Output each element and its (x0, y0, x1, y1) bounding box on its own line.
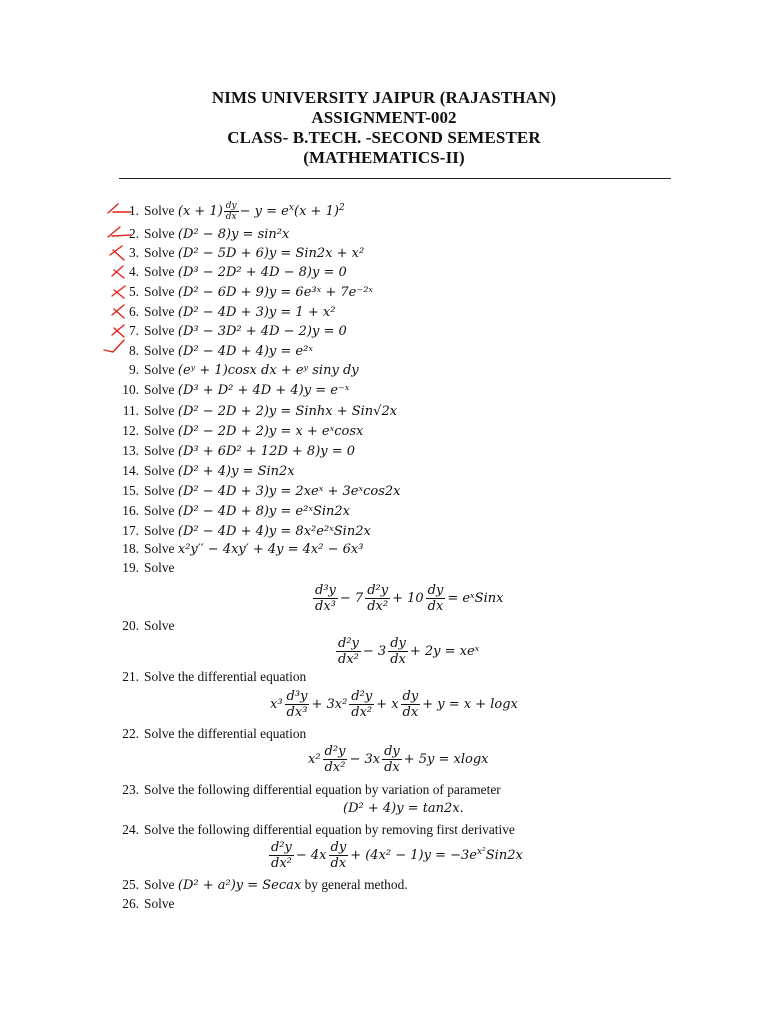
question-number: 23. (122, 782, 139, 797)
question-number: 16. (122, 503, 139, 518)
document-header (0, 88, 768, 168)
equation: (D² − 8)y = sin²x (177, 227, 290, 242)
question-20 (110, 618, 175, 634)
header-divider (119, 178, 671, 179)
question-8 (110, 343, 313, 359)
equation: (D² + a²)y = Secax (177, 878, 302, 893)
question-text: Solve (144, 877, 175, 892)
question-text: Solve (144, 503, 175, 518)
equation: (D² + 4)y = Sin2x (177, 464, 295, 479)
question-number: 9. (128, 362, 139, 377)
question-text: Solve (144, 423, 175, 438)
question-25 (110, 877, 408, 893)
question-19 (110, 560, 175, 576)
equation-24: $\frac{\text{d²y}}{\text{dx²}}$ − 4x $\frac{dy}{dx}$ + $(4x^2 - 1)y = -3e^{x^2}Sin2x$ (271, 840, 523, 871)
question-text: Solve (144, 264, 175, 279)
question-13 (110, 443, 355, 459)
question-number: 14. (122, 463, 139, 478)
fraction: $\frac{dy}{dx}$ (330, 840, 347, 871)
question-17 (110, 523, 371, 539)
question-6 (110, 304, 335, 320)
assignment-title: ASSIGNMENT-002 (311, 108, 457, 127)
fraction: $\frac{\text{d³y}}{\text{dx³}}$ (315, 583, 336, 614)
question-2 (110, 226, 289, 242)
question-suffix: by general method. (304, 877, 408, 892)
question-text: Solve the following differential equation by variation of parameter (144, 782, 501, 797)
question-number: 6. (128, 304, 139, 319)
question-number: 10. (122, 382, 139, 397)
question-text: Solve (144, 284, 175, 299)
fraction: $\frac{\text{d²y}}{\text{dx²}}$ (271, 840, 292, 871)
equation-21: x³ $\frac{\text{d³y}}{\text{dx³}}$ + 3x² $\frac{\text{d²y}}{\text{dx²}}$ + x $\frac{dy}{dx}$ + y = x + logx (270, 689, 518, 720)
equation: (D³ + 6D² + 12D + 8)y = 0 (177, 444, 356, 459)
question-text: Solve (144, 560, 175, 575)
question-18 (110, 541, 363, 557)
fraction: $\frac{dy}{dx}$ (390, 636, 406, 667)
fraction: $\frac{\text{d²y}}{\text{dx²}}$ (324, 744, 346, 775)
fraction: $\frac{\text{d²y}}{\text{dx²}}$ (367, 583, 389, 614)
question-text: Solve (144, 896, 175, 911)
question-number: 5. (128, 284, 139, 299)
question-number: 7. (128, 323, 139, 338)
equation: (D² − 4D + 4)y = 8x²e²ˣSin2x (177, 524, 371, 539)
equation: x²y′′ − 4xy′ + 4y = 4x² − 6x³ (177, 542, 364, 557)
question-number: 18. (122, 541, 139, 556)
equation: (D² − 4D + 3)y = 2xeˣ + 3eˣcos2x (177, 484, 401, 499)
question-9 (110, 362, 359, 378)
equation: (D² − 2D + 2)y = x + eˣcosx (177, 424, 364, 439)
equation: (D³ − 2D² + 4D − 8)y = 0 (177, 265, 347, 280)
equation: (D² − 4D + 4)y = e²ˣ (177, 344, 313, 359)
question-text: Solve the following differential equation by removing first derivative (144, 822, 515, 837)
question-number: 24. (122, 822, 139, 837)
question-number: 20. (122, 618, 139, 633)
fraction: $\frac{\text{d²y}}{\text{dx²}}$ (338, 636, 359, 667)
question-number: 25. (122, 877, 139, 892)
equation: (D³ − 3D² + 4D − 2)y = 0 (177, 324, 347, 339)
question-number: 13. (122, 443, 139, 458)
question-number: 21. (122, 669, 139, 684)
question-text: Solve (144, 382, 175, 397)
question-text: Solve (144, 323, 175, 338)
question-number: 4. (128, 264, 139, 279)
question-7 (110, 323, 347, 339)
fraction: $\frac{\text{d³y}}{\text{dx³}}$ (286, 689, 308, 720)
question-text: Solve (144, 203, 175, 218)
question-number: 3. (128, 245, 139, 260)
equation: (x + 1) $\frac{dy}{dx}$ − $y = e^x(x + 1)^2$ (177, 201, 345, 222)
question-11 (110, 403, 397, 419)
question-23 (110, 782, 501, 798)
fraction: $\frac{dy}{dx}$ (402, 689, 419, 720)
question-number: 17. (122, 523, 139, 538)
equation-19: $\frac{\text{d³y}}{\text{dx³}}$ − 7 $\frac{\text{d²y}}{\text{dx²}}$ + 10 $\frac{dy}{dx}$ = eˣSinx (315, 583, 504, 614)
question-text: Solve (144, 226, 175, 241)
question-text: Solve (144, 403, 175, 418)
question-16 (110, 503, 350, 519)
question-22 (110, 726, 306, 742)
fraction: $\frac{dy}{dx}$ (384, 744, 400, 775)
question-number: 2. (128, 226, 139, 241)
question-text: Solve the differential equation (144, 726, 307, 741)
question-text: Solve (144, 483, 175, 498)
equation-22: x² $\frac{\text{d²y}}{\text{dx²}}$ − 3x $\frac{dy}{dx}$ + 5y = xlogx (308, 744, 489, 775)
fraction: $\frac{dy}{dx}$ (427, 583, 444, 614)
question-text: Solve (144, 245, 175, 260)
fraction: $\frac{\text{d²y}}{\text{dx²}}$ (351, 689, 373, 720)
equation: (D² − 4D + 3)y = 1 + x² (177, 305, 336, 320)
equation: (D² − 6D + 9)y = 6e³ˣ + 7e⁻²ˣ (177, 285, 374, 300)
equation: (D² − 2D + 2)y = Sinhx + Sin√2x (177, 404, 398, 419)
equation: (eʸ + 1)cosx dx + eʸ siny dy (177, 363, 359, 378)
question-text: Solve (144, 443, 175, 458)
question-1 (110, 201, 345, 222)
question-number: 12. (122, 423, 139, 438)
question-text: Solve the differential equation (144, 669, 307, 684)
question-4 (110, 264, 347, 280)
class-title: CLASS- B.TECH. -SECOND SEMESTER (227, 128, 541, 147)
question-24 (110, 822, 515, 838)
question-text: Solve (144, 618, 175, 633)
question-10 (110, 382, 349, 398)
equation-20: $\frac{\text{d²y}}{\text{dx²}}$ − 3 $\frac{dy}{dx}$ + 2y = xeˣ (338, 636, 480, 667)
question-text: Solve (144, 362, 175, 377)
question-21 (110, 669, 306, 685)
equation: (D³ + D² + 4D + 4)y = e⁻ˣ (177, 383, 350, 398)
question-text: Solve (144, 541, 175, 556)
question-number: 11. (122, 403, 139, 418)
question-text: Solve (144, 304, 175, 319)
question-text: Solve (144, 343, 175, 358)
question-number: 1. (128, 203, 139, 218)
question-14 (110, 463, 295, 479)
equation: (D² − 5D + 6)y = Sin2x + x² (177, 246, 365, 261)
question-12 (110, 423, 363, 439)
equation: (D² − 4D + 8)y = e²ˣSin2x (177, 504, 350, 519)
question-number: 19. (122, 560, 139, 575)
subject-title: (MATHEMATICS-II) (303, 148, 465, 167)
question-text: Solve (144, 523, 175, 538)
fraction: $\frac{dy}{dx}$ (225, 201, 237, 222)
question-number: 22. (122, 726, 139, 741)
question-26 (110, 896, 175, 912)
question-text: Solve (144, 463, 175, 478)
question-3 (110, 245, 364, 261)
question-number: 15. (122, 483, 139, 498)
university-title: NIMS UNIVERSITY JAIPUR (RAJASTHAN) (211, 88, 557, 107)
equation-23: (D² + 4)y = tan2x. (343, 801, 464, 816)
question-15 (110, 483, 400, 499)
question-number: 26. (122, 896, 139, 911)
question-5 (110, 284, 373, 300)
question-number: 8. (128, 343, 139, 358)
